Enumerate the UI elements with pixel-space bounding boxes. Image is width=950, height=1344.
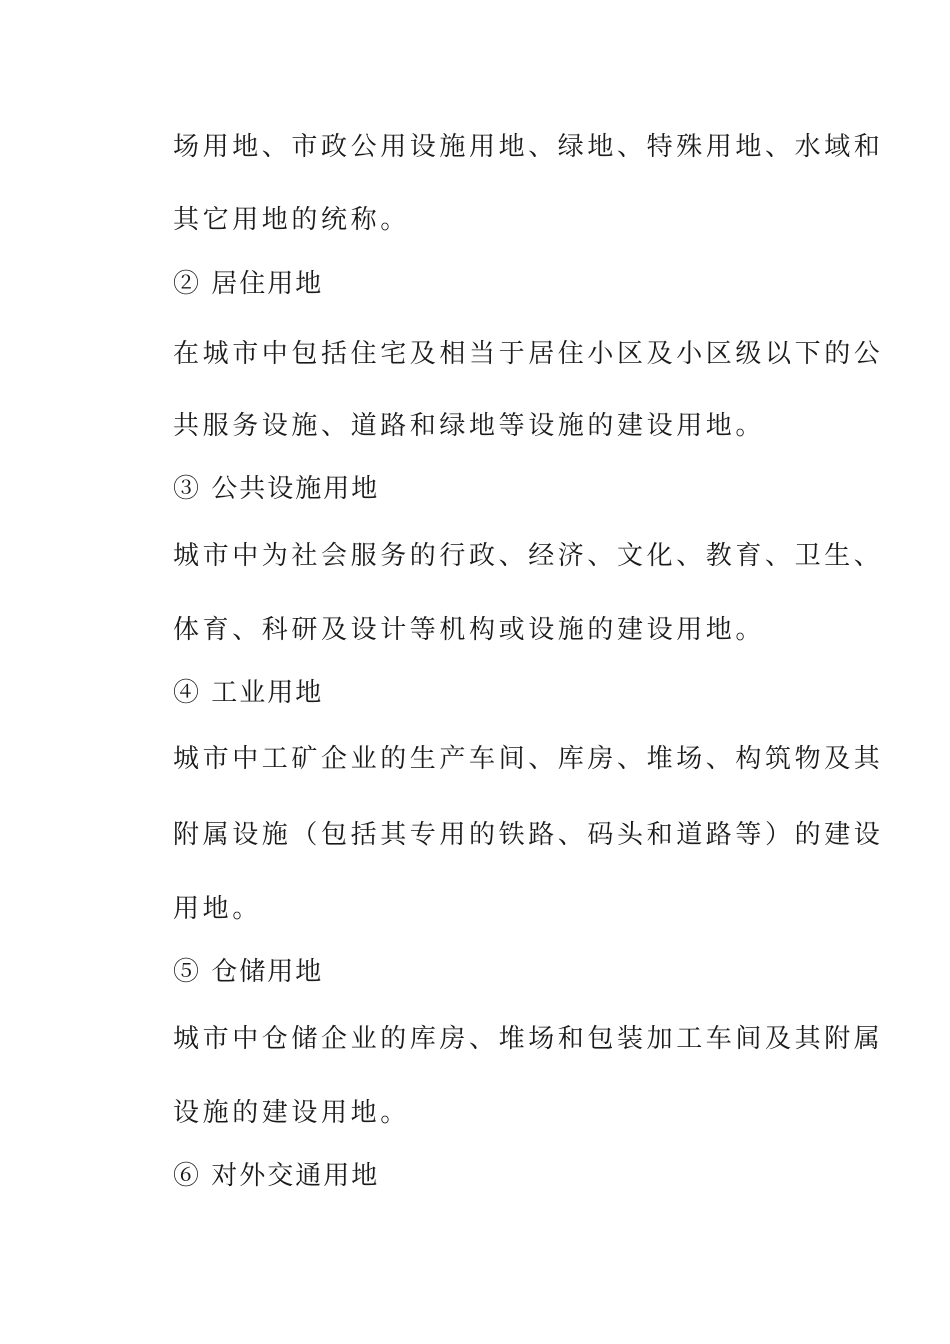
section-heading: ④ 工业用地 [173,678,324,708]
section-heading: ② 居住用地 [173,269,324,299]
paragraph-line: 城市中仓储企业的库房、堆场和包装加工车间及其附属 [173,1024,884,1054]
paragraph-line: 附属设施（包括其专用的铁路、码头和道路等）的建设 [173,820,884,850]
paragraph-line: 场用地、市政公用设施用地、绿地、特殊用地、水域和 [173,132,884,162]
paragraph-line: 其它用地的统称。 [173,205,410,235]
section-heading: ③ 公共设施用地 [173,474,380,504]
paragraph-line: 共服务设施、道路和绿地等设施的建设用地。 [173,411,766,441]
section-heading: ⑥ 对外交通用地 [173,1161,380,1191]
paragraph-line: 城市中工矿企业的生产车间、库房、堆场、构筑物及其 [173,744,884,774]
paragraph-line: 用地。 [173,894,262,924]
paragraph-line: 体育、科研及设计等机构或设施的建设用地。 [173,615,766,645]
paragraph-line: 设施的建设用地。 [173,1098,410,1128]
paragraph-line: 在城市中包括住宅及相当于居住小区及小区级以下的公 [173,339,884,369]
section-heading: ⑤ 仓储用地 [173,957,324,987]
paragraph-line: 城市中为社会服务的行政、经济、文化、教育、卫生、 [173,541,884,571]
